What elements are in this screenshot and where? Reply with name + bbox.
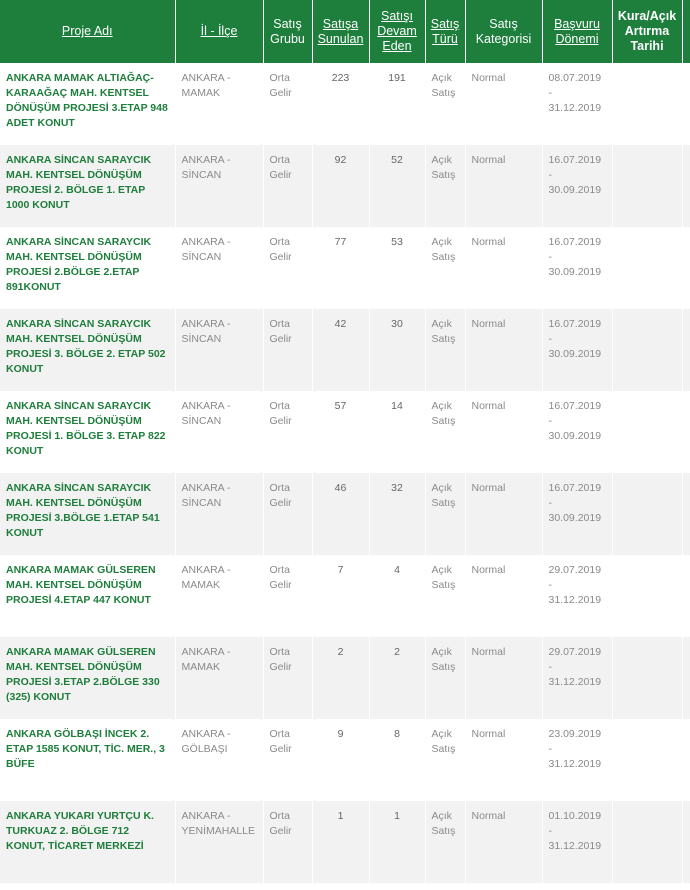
project-name-cell[interactable]: ANKARA MAMAK ALTIAĞAÇ-KARAAĞAÇ MAH. KENTSEL DÖNÜŞÜM PROJESİ 3.ETAP 948 ADET KONUT [0,63,175,145]
period-end: 31.12.2019 [548,840,602,852]
offered-count-cell: 223 [312,63,369,145]
sale-category-cell: Normal [465,473,542,555]
location-cell: ANKARA - MAMAK [175,637,263,719]
sale-type-cell: Açık Satış [425,473,465,555]
location-cell: ANKARA - YENİMAHALLE [175,801,263,883]
sales-group-cell: Orta Gelir [263,309,312,391]
ongoing-count-cell: 14 [369,391,425,473]
period-end: 31.12.2019 [548,594,602,606]
sale-type-cell: Açık Satış [425,63,465,145]
offered-count-cell: 2 [312,637,369,719]
project-name-cell[interactable]: ANKARA GÖLBAŞI İNCEK 2. ETAP 1585 KONUT, TİC. MER., 3 BÜFE [0,719,175,801]
period-end: 30.09.2019 [548,430,602,442]
project-name-cell[interactable]: ANKARA MAMAK GÜLSEREN MAH. KENTSEL DÖNÜŞÜM PROJESİ 4.ETAP 447 KONUT [0,555,175,637]
sale-type-cell: Açık Satış [425,637,465,719]
project-name-cell[interactable]: ANKARA SİNCAN SARAYCIK MAH. KENTSEL DÖNÜŞÜM PROJESİ 3.BÖLGE 1.ETAP 541 KONUT [0,473,175,555]
sale-category-cell: Normal [465,637,542,719]
project-name-cell[interactable]: ANKARA SİNCAN SARAYCIK MAH. KENTSEL DÖNÜŞÜM PROJESİ 3. BÖLGE 2. ETAP 502 KONUT [0,309,175,391]
period-separator: - [548,661,552,673]
sale-category-cell: Normal [465,227,542,309]
application-period-cell [542,391,612,473]
ongoing-count-cell: 191 [369,63,425,145]
draw-date-cell [612,145,682,227]
table-row [0,145,690,227]
application-period-cell [542,309,612,391]
location-cell: ANKARA - MAMAK [175,555,263,637]
col-header-extra [682,0,690,63]
application-period-cell [542,227,612,309]
sale-category-cell: Normal [465,555,542,637]
col-header-kura [612,0,682,63]
sale-category-cell: Normal [465,309,542,391]
draw-date-cell [612,719,682,801]
draw-date-cell [612,309,682,391]
ongoing-count-cell: 30 [369,309,425,391]
sale-type-cell: Açık Satış [425,801,465,883]
sales-group-cell: Orta Gelir [263,473,312,555]
sale-type-cell: Açık Satış [425,555,465,637]
extra-cell [682,637,690,719]
draw-date-cell [612,637,682,719]
period-start: 16.07.2019 [548,318,602,330]
draw-date-cell [612,801,682,883]
period-separator: - [548,579,552,591]
ongoing-count-cell: 53 [369,227,425,309]
offered-count-cell: 92 [312,145,369,227]
ongoing-count-cell: 1 [369,801,425,883]
sort-link-devam[interactable]: Satışı Devam Eden [377,9,417,53]
project-name-cell[interactable]: ANKARA SİNCAN SARAYCIK MAH. KENTSEL DÖNÜŞÜM PROJESİ 1. BÖLGE 3. ETAP 822 KONUT [0,391,175,473]
period-separator: - [548,497,552,509]
period-separator: - [548,743,552,755]
ongoing-count-cell: 32 [369,473,425,555]
project-name-cell[interactable]: ANKARA SİNCAN SARAYCIK MAH. KENTSEL DÖNÜŞÜM PROJESİ 2. BÖLGE 1. ETAP 1000 KONUT [0,145,175,227]
col-header-proje[interactable] [0,0,175,63]
period-start: 16.07.2019 [548,154,602,166]
extra-cell [682,145,690,227]
sales-group-cell: Orta Gelir [263,637,312,719]
period-start: 16.07.2019 [548,236,602,248]
offered-count-cell: 1 [312,801,369,883]
header-label-kura: Kura/Açık Artırma Tarihi [617,9,677,53]
project-name-cell[interactable]: ANKARA SİNCAN SARAYCIK MAH. KENTSEL DÖNÜŞÜM PROJESİ 2.BÖLGE 2.ETAP 891KONUT [0,227,175,309]
period-end: 30.09.2019 [548,266,602,278]
table-row [0,63,690,145]
table-row [0,555,690,637]
extra-cell [682,719,690,801]
extra-cell [682,63,690,145]
application-period-cell [542,801,612,883]
sort-link-il[interactable]: İl - İlçe [200,24,238,38]
sale-type-cell: Açık Satış [425,719,465,801]
period-end: 31.12.2019 [548,758,602,770]
offered-count-cell: 42 [312,309,369,391]
sort-link-donem[interactable]: Başvuru Dönemi [554,16,600,46]
sale-type-cell: Açık Satış [425,309,465,391]
draw-date-cell [612,227,682,309]
sales-group-cell: Orta Gelir [263,719,312,801]
application-period-cell [542,63,612,145]
draw-date-cell [612,555,682,637]
location-cell: ANKARA - GÖLBAŞI [175,719,263,801]
application-period-cell [542,145,612,227]
sales-group-cell: Orta Gelir [263,227,312,309]
table-row [0,391,690,473]
col-header-devam[interactable] [369,0,425,63]
sale-category-cell: Normal [465,801,542,883]
period-separator: - [548,825,552,837]
extra-cell [682,391,690,473]
sort-link-tur[interactable]: Satış Türü [430,16,460,46]
application-period-cell [542,637,612,719]
offered-count-cell: 57 [312,391,369,473]
period-separator: - [548,333,552,345]
header-label-kategori: Satış Kategorisi [475,16,532,46]
header-row [0,0,690,63]
table-row [0,801,690,883]
period-separator: - [548,415,552,427]
ongoing-count-cell: 2 [369,637,425,719]
sales-group-cell: Orta Gelir [263,801,312,883]
sale-type-cell: Açık Satış [425,145,465,227]
period-start: 29.07.2019 [548,564,602,576]
offered-count-cell: 9 [312,719,369,801]
sale-type-cell: Açık Satış [425,391,465,473]
col-header-sunulan[interactable] [312,0,369,63]
period-end: 30.09.2019 [548,348,602,360]
period-separator: - [548,251,552,263]
draw-date-cell [612,63,682,145]
extra-cell [682,555,690,637]
project-name-cell[interactable]: ANKARA YUKARI YURTÇU K. TURKUAZ 2. BÖLGE 712 KONUT, TİCARET MERKEZİ [0,801,175,883]
location-cell: ANKARA - MAMAK [175,63,263,145]
period-start: 23.09.2019 [548,728,602,740]
period-start: 01.10.2019 [548,810,602,822]
table-row [0,227,690,309]
period-end: 30.09.2019 [548,184,602,196]
sort-link-sunulan[interactable]: Satışa Sunulan [317,16,364,46]
location-cell: ANKARA - SİNCAN [175,145,263,227]
sales-group-cell: Orta Gelir [263,145,312,227]
period-end: 30.09.2019 [548,512,602,524]
period-start: 16.07.2019 [548,482,602,494]
period-separator: - [548,87,552,99]
col-header-il[interactable] [175,0,263,63]
col-header-grubu [263,0,312,63]
sales-group-cell: Orta Gelir [263,391,312,473]
extra-cell [682,227,690,309]
extra-cell [682,473,690,555]
application-period-cell [542,719,612,801]
location-cell: ANKARA - SİNCAN [175,473,263,555]
ongoing-count-cell: 4 [369,555,425,637]
draw-date-cell [612,473,682,555]
period-end: 31.12.2019 [548,676,602,688]
period-separator: - [548,169,552,181]
application-period-cell [542,473,612,555]
sort-link-proje[interactable]: Proje Adı [61,24,113,38]
offered-count-cell: 46 [312,473,369,555]
location-cell: ANKARA - SİNCAN [175,391,263,473]
offered-count-cell: 7 [312,555,369,637]
offered-count-cell: 77 [312,227,369,309]
ongoing-count-cell: 8 [369,719,425,801]
sales-group-cell: Orta Gelir [263,63,312,145]
ongoing-count-cell: 52 [369,145,425,227]
location-cell: ANKARA - SİNCAN [175,309,263,391]
sale-category-cell: Normal [465,63,542,145]
period-start: 08.07.2019 [548,72,602,84]
period-start: 16.07.2019 [548,400,602,412]
sale-category-cell: Normal [465,391,542,473]
col-header-kategori [465,0,542,63]
table-row [0,309,690,391]
draw-date-cell [612,391,682,473]
extra-cell [682,309,690,391]
table-row [0,637,690,719]
col-header-tur[interactable] [425,0,465,63]
sale-category-cell: Normal [465,145,542,227]
table-row [0,719,690,801]
sales-group-cell: Orta Gelir [263,555,312,637]
extra-cell [682,801,690,883]
period-start: 29.07.2019 [548,646,602,658]
project-name-cell[interactable]: ANKARA MAMAK GÜLSEREN MAH. KENTSEL DÖNÜŞÜM PROJESİ 3.ETAP 2.BÖLGE 330 (325) KONUT [0,637,175,719]
col-header-donem[interactable] [542,0,612,63]
application-period-cell [542,555,612,637]
sale-type-cell: Açık Satış [425,227,465,309]
header-label-grubu: Satış Grubu [270,16,305,46]
location-cell: ANKARA - SİNCAN [175,227,263,309]
sale-category-cell: Normal [465,719,542,801]
table-row [0,473,690,555]
period-end: 31.12.2019 [548,102,602,114]
